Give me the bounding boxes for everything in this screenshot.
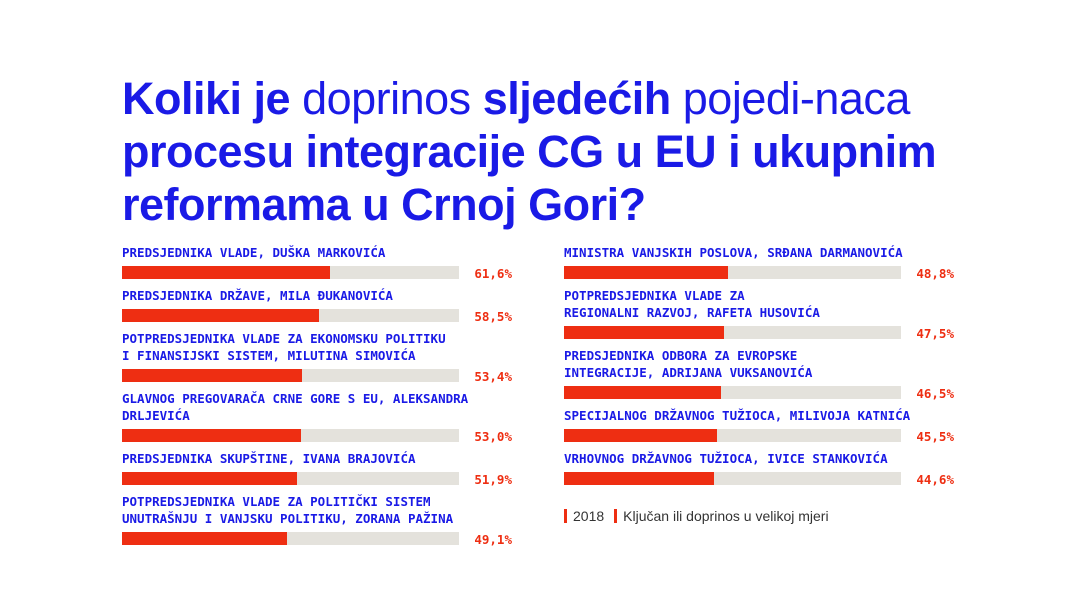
bar-row: [564, 426, 954, 444]
legend-swatch: [614, 509, 617, 523]
bar-row: [564, 263, 954, 281]
bar-row: [122, 529, 512, 547]
bar-item: [564, 347, 954, 401]
bar-value-label: 61,6%: [474, 266, 512, 281]
bar-value-label: 45,5%: [916, 429, 954, 444]
bar-label: POTPREDSJEDNIKA VLADE ZA POLITIČKI SISTEM UNUTRAŠNJU I VANJSKU POLITIKU, ZORANA PAŽINA: [122, 494, 454, 526]
bar-item: [122, 287, 512, 324]
bar-row: [122, 366, 512, 384]
bar-track: [122, 472, 459, 485]
bar-value-label: 46,5%: [916, 386, 954, 401]
title-part: pojedi-naca: [682, 73, 910, 124]
bar-value-label: 51,9%: [474, 472, 512, 487]
bar-row: [564, 383, 954, 401]
bar-track: [122, 309, 459, 322]
title-part: Koliki je: [122, 73, 303, 124]
bar-value-label: 58,5%: [474, 309, 512, 324]
bar-label: PREDSJEDNIKA VLADE, DUŠKA MARKOVIĆA: [122, 245, 386, 260]
bar-track: [564, 266, 901, 279]
bar-row: [122, 426, 512, 444]
bar-label: GLAVNOG PREGOVARAČA CRNE GORE S EU, ALEKSANDRA DRLJEVIĆA: [122, 391, 469, 423]
bar: [122, 266, 330, 279]
bar-label: PREDSJEDNIKA SKUPŠTINE, IVANA BRAJOVIĆA: [122, 451, 416, 466]
bar: [122, 532, 287, 545]
bar-item: [122, 330, 512, 384]
bar-value-label: 53,0%: [474, 429, 512, 444]
bar-track: [564, 472, 901, 485]
bar-label: MINISTRA VANJSKIH POSLOVA, SRĐANA DARMANOVIĆA: [564, 245, 903, 260]
chart-title: [122, 72, 982, 231]
bar-label: PREDSJEDNIKA DRŽAVE, MILA ĐUKANOVIĆA: [122, 288, 393, 303]
bar-item: [122, 450, 512, 487]
bar-label: SPECIJALNOG DRŽAVNOG TUŽIOCA, MILIVOJA KATNIĆA: [564, 408, 911, 423]
bar: [564, 386, 721, 399]
bar-row: [122, 306, 512, 324]
bar-row: [122, 263, 512, 281]
bar: [122, 429, 301, 442]
title-part: doprinos: [302, 73, 483, 124]
bar-label: POTPREDSJEDNIKA VLADE ZA REGIONALNI RAZVOJ, RAFETA HUSOVIĆA: [564, 288, 820, 320]
bar-track: [122, 429, 459, 442]
bar-value-label: 44,6%: [916, 472, 954, 487]
legend-item-year: [564, 508, 604, 524]
legend-item-series: [614, 508, 828, 524]
bar-track: [564, 429, 901, 442]
bar-value-label: 53,4%: [474, 369, 512, 384]
title-part: procesu integracije CG u EU i ukupnim reformama u Crnoj Gori?: [122, 126, 937, 230]
bar-item: [564, 407, 954, 444]
bar-track: [564, 326, 901, 339]
bar-item: [564, 287, 954, 341]
bar-track: [122, 532, 459, 545]
bar: [564, 266, 728, 279]
legend-label-year: 2018: [573, 508, 605, 524]
bar-track: [564, 386, 901, 399]
bar-item: [122, 493, 512, 547]
legend-swatch: [564, 509, 567, 523]
bar: [564, 326, 724, 339]
bar-value-label: 47,5%: [916, 326, 954, 341]
bar-label: VRHOVNOG DRŽAVNOG TUŽIOCA, IVICE STANKOVIĆA: [564, 451, 888, 466]
bar-label: POTPREDSJEDNIKA VLADE ZA EKONOMSKU POLITIKU I FINANSIJSKI SISTEM, MILUTINA SIMOVIĆA: [122, 331, 446, 363]
bar-item: [122, 390, 512, 444]
bar-value-label: 48,8%: [916, 266, 954, 281]
title-part: sljedećih: [482, 73, 683, 124]
bar-label: PREDSJEDNIKA ODBORA ZA EVROPSKE INTEGRACIJE, ADRIJANA VUKSANOVIĆA: [564, 348, 813, 380]
bar: [564, 429, 717, 442]
bar: [564, 472, 714, 485]
bar-row: [122, 469, 512, 487]
bar-row: [564, 323, 954, 341]
bar-column-right: [564, 244, 954, 493]
bar: [122, 309, 319, 322]
legend-label-series: Ključan ili doprinos u velikoj mjeri: [623, 508, 829, 524]
bar-row: [564, 469, 954, 487]
bar-column-left: [122, 244, 512, 553]
bar-track: [122, 369, 459, 382]
bar: [122, 472, 297, 485]
bar-item: [122, 244, 512, 281]
bar-item: [564, 450, 954, 487]
bar-value-label: 49,1%: [474, 532, 512, 547]
legend: [564, 508, 829, 524]
bar-item: [564, 244, 954, 281]
bar: [122, 369, 302, 382]
bar-track: [122, 266, 459, 279]
